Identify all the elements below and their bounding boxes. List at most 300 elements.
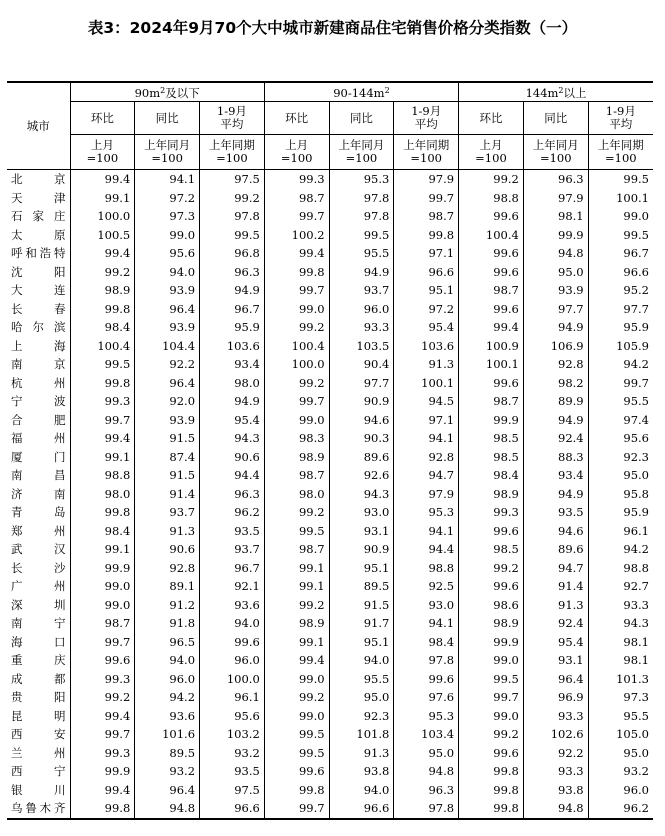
index-value: 99.0: [588, 207, 653, 226]
index-value: 99.8: [264, 781, 329, 800]
index-value: 96.4: [135, 781, 200, 800]
index-value: 93.0: [329, 503, 394, 522]
index-value: 97.9: [394, 485, 459, 504]
index-value: 99.6: [459, 300, 524, 319]
index-value: 95.0: [329, 688, 394, 707]
index-value: 96.4: [135, 374, 200, 393]
index-value: 93.2: [588, 762, 653, 781]
index-value: 99.8: [394, 226, 459, 245]
index-value: 99.7: [70, 725, 135, 744]
index-value: 93.6: [135, 707, 200, 726]
table-row: [7, 448, 653, 467]
index-value: 96.3: [200, 485, 265, 504]
index-value: 99.8: [264, 263, 329, 282]
index-value: 100.0: [264, 355, 329, 374]
index-value: 99.2: [459, 725, 524, 744]
index-value: 92.8: [394, 448, 459, 467]
index-value: 98.9: [264, 448, 329, 467]
index-value: 93.8: [329, 762, 394, 781]
index-value: 99.3: [70, 392, 135, 411]
index-value: 97.8: [329, 207, 394, 226]
index-value: 94.9: [523, 318, 588, 337]
index-value: 98.4: [394, 633, 459, 652]
index-value: 94.0: [200, 614, 265, 633]
index-value: 90.3: [329, 429, 394, 448]
index-value: 90.6: [135, 540, 200, 559]
table-row: [7, 485, 653, 504]
index-value: 93.3: [329, 318, 394, 337]
index-value: 96.4: [523, 670, 588, 689]
table-row: [7, 633, 653, 652]
index-value: 100.1: [588, 189, 653, 208]
index-value: 93.1: [329, 522, 394, 541]
index-value: 93.7: [135, 503, 200, 522]
index-value: 94.9: [523, 411, 588, 430]
group-header-90-below: $90m^2$及以下: [70, 82, 264, 102]
index-value: 95.6: [588, 429, 653, 448]
index-value: 93.5: [200, 522, 265, 541]
index-value: 96.1: [588, 522, 653, 541]
index-value: 97.5: [200, 781, 265, 800]
city-name: 广 州: [7, 577, 70, 596]
index-value: 100.4: [264, 337, 329, 356]
table-row: [7, 226, 653, 245]
index-value: 96.8: [200, 244, 265, 263]
index-value: 94.1: [135, 170, 200, 189]
table-row: [7, 540, 653, 559]
index-value: 95.0: [588, 466, 653, 485]
index-value: 92.7: [588, 577, 653, 596]
index-value: 99.4: [70, 781, 135, 800]
index-value: 99.9: [523, 226, 588, 245]
index-value: 103.6: [200, 337, 265, 356]
city-column-header: 城市: [7, 82, 70, 170]
table-row: [7, 170, 653, 189]
subcol-header: 同比: [329, 102, 394, 135]
index-value: 99.0: [70, 577, 135, 596]
index-value: 98.9: [264, 614, 329, 633]
index-value: 92.1: [200, 577, 265, 596]
index-value: 91.5: [135, 466, 200, 485]
index-value: 96.6: [588, 263, 653, 282]
index-value: 96.7: [200, 559, 265, 578]
index-value: 97.1: [394, 244, 459, 263]
city-name: 济 南: [7, 485, 70, 504]
index-value: 99.5: [329, 226, 394, 245]
index-value: 98.7: [70, 614, 135, 633]
index-value: 103.5: [329, 337, 394, 356]
index-value: 99.5: [588, 226, 653, 245]
table-row: [7, 503, 653, 522]
table-row: [7, 596, 653, 615]
city-name: 银 川: [7, 781, 70, 800]
index-value: 91.3: [329, 744, 394, 763]
index-value: 102.6: [523, 725, 588, 744]
index-value: 89.5: [329, 577, 394, 596]
table-row: [7, 762, 653, 781]
index-value: 94.7: [394, 466, 459, 485]
index-value: 93.4: [200, 355, 265, 374]
subcol-header: 同比: [135, 102, 200, 135]
index-value: 100.5: [70, 226, 135, 245]
table-row: [7, 337, 653, 356]
index-value: 95.4: [523, 633, 588, 652]
index-value: 100.9: [459, 337, 524, 356]
index-value: 99.5: [200, 226, 265, 245]
page-title: 表3：2024年9月70个大中城市新建商品住宅销售价格分类指数（一）: [87, 19, 578, 37]
index-value: 99.3: [70, 744, 135, 763]
index-value: 93.9: [135, 318, 200, 337]
index-value: 94.0: [329, 651, 394, 670]
index-value: 91.2: [135, 596, 200, 615]
price-index-table: [7, 81, 653, 820]
index-value: 94.3: [200, 429, 265, 448]
table-row: [7, 688, 653, 707]
index-value: 96.7: [200, 300, 265, 319]
index-value: 93.9: [135, 411, 200, 430]
base-period-header: 上月 =100: [264, 135, 329, 170]
index-value: 94.9: [200, 392, 265, 411]
index-value: 92.2: [135, 355, 200, 374]
index-value: 98.9: [459, 485, 524, 504]
index-value: 94.1: [394, 522, 459, 541]
index-value: 95.4: [394, 318, 459, 337]
index-value: 97.3: [588, 688, 653, 707]
base-period-header: 上年同月 =100: [135, 135, 200, 170]
index-value: 99.7: [264, 392, 329, 411]
index-value: 99.6: [459, 244, 524, 263]
index-value: 94.0: [329, 781, 394, 800]
index-value: 95.5: [329, 244, 394, 263]
index-value: 105.9: [588, 337, 653, 356]
city-name: 南 昌: [7, 466, 70, 485]
index-value: 94.4: [394, 540, 459, 559]
index-value: 100.2: [264, 226, 329, 245]
index-value: 93.5: [200, 762, 265, 781]
index-value: 97.9: [394, 170, 459, 189]
index-value: 98.0: [70, 485, 135, 504]
index-value: 95.1: [394, 281, 459, 300]
index-value: 90.6: [200, 448, 265, 467]
index-value: 98.1: [523, 207, 588, 226]
index-value: 99.5: [264, 744, 329, 763]
table-row: [7, 466, 653, 485]
index-value: 92.4: [523, 429, 588, 448]
table-row: [7, 799, 653, 819]
index-value: 99.7: [70, 633, 135, 652]
index-value: 98.4: [459, 466, 524, 485]
index-value: 99.0: [264, 670, 329, 689]
index-value: 96.5: [135, 633, 200, 652]
index-value: 94.9: [200, 281, 265, 300]
index-value: 97.6: [394, 688, 459, 707]
index-value: 97.8: [394, 651, 459, 670]
index-value: 99.5: [588, 170, 653, 189]
city-name: 贵 阳: [7, 688, 70, 707]
index-value: 99.4: [70, 707, 135, 726]
city-name: 郑 州: [7, 522, 70, 541]
index-value: 96.7: [588, 244, 653, 263]
index-value: 99.6: [394, 670, 459, 689]
city-name: 石 家 庄: [7, 207, 70, 226]
index-value: 96.3: [394, 781, 459, 800]
index-value: 93.9: [135, 281, 200, 300]
city-name: 宁 波: [7, 392, 70, 411]
index-value: 99.5: [264, 725, 329, 744]
index-value: 99.3: [264, 170, 329, 189]
table-row: [7, 263, 653, 282]
index-value: 99.7: [264, 281, 329, 300]
index-value: 99.6: [459, 522, 524, 541]
index-value: 95.3: [394, 503, 459, 522]
index-value: 99.0: [135, 226, 200, 245]
base-period-header: 上年同期 =100: [588, 135, 653, 170]
index-value: 88.3: [523, 448, 588, 467]
table-row: [7, 244, 653, 263]
subcol-header: 同比: [523, 102, 588, 135]
index-value: 95.0: [523, 263, 588, 282]
index-value: 89.1: [135, 577, 200, 596]
city-name: 南 宁: [7, 614, 70, 633]
index-value: 99.5: [70, 355, 135, 374]
index-value: 100.0: [200, 670, 265, 689]
index-value: 99.2: [459, 170, 524, 189]
index-value: 99.1: [264, 559, 329, 578]
index-value: 95.5: [588, 707, 653, 726]
index-value: 98.8: [588, 559, 653, 578]
index-value: 99.8: [70, 799, 135, 819]
index-value: 96.6: [394, 263, 459, 282]
index-value: 99.8: [70, 374, 135, 393]
index-value: 98.2: [523, 374, 588, 393]
table-row: [7, 318, 653, 337]
index-value: 95.3: [329, 170, 394, 189]
index-value: 100.4: [70, 337, 135, 356]
index-value: 92.2: [523, 744, 588, 763]
base-period-header: 上月 =100: [70, 135, 135, 170]
city-name: 武 汉: [7, 540, 70, 559]
index-value: 98.0: [264, 485, 329, 504]
index-value: 97.7: [588, 300, 653, 319]
index-value: 92.8: [523, 355, 588, 374]
table-row: [7, 707, 653, 726]
index-value: 92.4: [523, 614, 588, 633]
index-value: 99.2: [264, 596, 329, 615]
index-value: 101.6: [135, 725, 200, 744]
index-value: 99.3: [70, 670, 135, 689]
index-value: 98.9: [70, 281, 135, 300]
index-value: 95.6: [200, 707, 265, 726]
index-value: 99.2: [264, 318, 329, 337]
index-value: 96.6: [200, 799, 265, 819]
index-value: 99.4: [70, 429, 135, 448]
index-value: 99.6: [264, 762, 329, 781]
index-value: 99.0: [459, 707, 524, 726]
index-value: 94.3: [588, 614, 653, 633]
index-value: 97.9: [523, 189, 588, 208]
index-value: 97.4: [588, 411, 653, 430]
index-value: 98.0: [200, 374, 265, 393]
index-value: 94.9: [329, 263, 394, 282]
index-value: 91.4: [523, 577, 588, 596]
table-row: [7, 392, 653, 411]
index-value: 98.4: [70, 318, 135, 337]
index-value: 103.6: [394, 337, 459, 356]
index-value: 103.4: [394, 725, 459, 744]
index-value: 104.4: [135, 337, 200, 356]
city-name: 天 津: [7, 189, 70, 208]
index-value: 97.3: [135, 207, 200, 226]
table-row: [7, 577, 653, 596]
index-value: 91.5: [135, 429, 200, 448]
table-row: [7, 522, 653, 541]
index-value: 93.6: [200, 596, 265, 615]
index-value: 99.1: [70, 540, 135, 559]
index-value: 99.5: [459, 670, 524, 689]
index-value: 96.3: [200, 263, 265, 282]
city-name: 哈 尔 滨: [7, 318, 70, 337]
index-value: 97.2: [135, 189, 200, 208]
index-value: 99.0: [264, 300, 329, 319]
index-value: 94.0: [135, 651, 200, 670]
index-value: 96.6: [329, 799, 394, 819]
city-name: 福 州: [7, 429, 70, 448]
index-value: 94.3: [329, 485, 394, 504]
index-value: 93.0: [394, 596, 459, 615]
index-value: 98.7: [264, 466, 329, 485]
city-name: 上 海: [7, 337, 70, 356]
base-period-header: 上年同期 =100: [394, 135, 459, 170]
index-value: 93.7: [329, 281, 394, 300]
index-value: 99.1: [264, 633, 329, 652]
index-value: 94.8: [135, 799, 200, 819]
index-value: 100.1: [459, 355, 524, 374]
group-header-90-144: $90-144m^2$: [264, 82, 458, 102]
index-value: 99.2: [264, 688, 329, 707]
index-value: 95.4: [200, 411, 265, 430]
index-value: 99.7: [588, 374, 653, 393]
index-value: 89.5: [135, 744, 200, 763]
base-period-header: 上年同期 =100: [200, 135, 265, 170]
index-value: 98.9: [459, 614, 524, 633]
index-value: 99.8: [70, 300, 135, 319]
index-value: 98.7: [459, 392, 524, 411]
index-value: 99.9: [459, 633, 524, 652]
table-row: [7, 725, 653, 744]
index-value: 99.1: [264, 577, 329, 596]
city-name: 合 肥: [7, 411, 70, 430]
base-period-header: 上月 =100: [459, 135, 524, 170]
index-value: 96.0: [588, 781, 653, 800]
table-row: [7, 744, 653, 763]
index-value: 106.9: [523, 337, 588, 356]
index-value: 99.7: [264, 799, 329, 819]
index-value: 89.9: [523, 392, 588, 411]
index-value: 99.2: [264, 503, 329, 522]
index-value: 101.8: [329, 725, 394, 744]
table-row: [7, 651, 653, 670]
table-row: [7, 781, 653, 800]
index-value: 103.2: [200, 725, 265, 744]
index-value: 100.4: [459, 226, 524, 245]
city-name: 深 圳: [7, 596, 70, 615]
index-value: 93.2: [135, 762, 200, 781]
index-value: 99.8: [459, 762, 524, 781]
index-value: 99.2: [459, 559, 524, 578]
city-name: 长 春: [7, 300, 70, 319]
index-value: 94.8: [523, 799, 588, 819]
index-value: 99.8: [70, 503, 135, 522]
index-value: 94.4: [200, 466, 265, 485]
index-value: 99.6: [70, 651, 135, 670]
index-value: 95.1: [329, 633, 394, 652]
index-value: 98.5: [459, 429, 524, 448]
index-value: 98.7: [264, 540, 329, 559]
index-value: 95.3: [394, 707, 459, 726]
index-value: 93.2: [200, 744, 265, 763]
index-value: 95.2: [588, 281, 653, 300]
index-value: 92.8: [135, 559, 200, 578]
index-value: 93.3: [523, 707, 588, 726]
table-row: [7, 207, 653, 226]
index-value: 93.7: [200, 540, 265, 559]
index-value: 93.3: [523, 762, 588, 781]
index-value: 99.0: [70, 596, 135, 615]
index-value: 95.6: [135, 244, 200, 263]
table-row: [7, 670, 653, 689]
city-name: 青 岛: [7, 503, 70, 522]
table-row: [7, 614, 653, 633]
index-value: 98.8: [394, 559, 459, 578]
index-value: 97.8: [394, 799, 459, 819]
table-row: [7, 281, 653, 300]
index-value: 98.7: [459, 281, 524, 300]
index-value: 93.4: [523, 466, 588, 485]
index-value: 95.1: [329, 559, 394, 578]
city-name: 大 连: [7, 281, 70, 300]
index-value: 99.7: [70, 411, 135, 430]
subcol-header: 环比: [264, 102, 329, 135]
city-name: 北 京: [7, 170, 70, 189]
index-value: 98.8: [70, 466, 135, 485]
index-value: 92.6: [329, 466, 394, 485]
index-value: 95.8: [588, 485, 653, 504]
index-value: 95.5: [588, 392, 653, 411]
index-value: 92.0: [135, 392, 200, 411]
index-value: 94.0: [135, 263, 200, 282]
index-value: 98.3: [264, 429, 329, 448]
index-value: 94.7: [523, 559, 588, 578]
index-value: 99.7: [394, 189, 459, 208]
index-value: 93.5: [523, 503, 588, 522]
index-value: 90.9: [329, 392, 394, 411]
index-value: 99.7: [264, 207, 329, 226]
index-value: 99.2: [70, 263, 135, 282]
index-value: 94.8: [394, 762, 459, 781]
city-name: 长 沙: [7, 559, 70, 578]
index-value: 92.5: [394, 577, 459, 596]
index-value: 98.6: [459, 596, 524, 615]
index-value: 99.5: [264, 522, 329, 541]
index-value: 91.3: [394, 355, 459, 374]
city-name: 重 庆: [7, 651, 70, 670]
index-value: 99.7: [459, 688, 524, 707]
index-value: 95.0: [394, 744, 459, 763]
index-value: 96.2: [200, 503, 265, 522]
base-period-header: 上年同月 =100: [329, 135, 394, 170]
city-name: 昆 明: [7, 707, 70, 726]
index-value: 100.0: [70, 207, 135, 226]
